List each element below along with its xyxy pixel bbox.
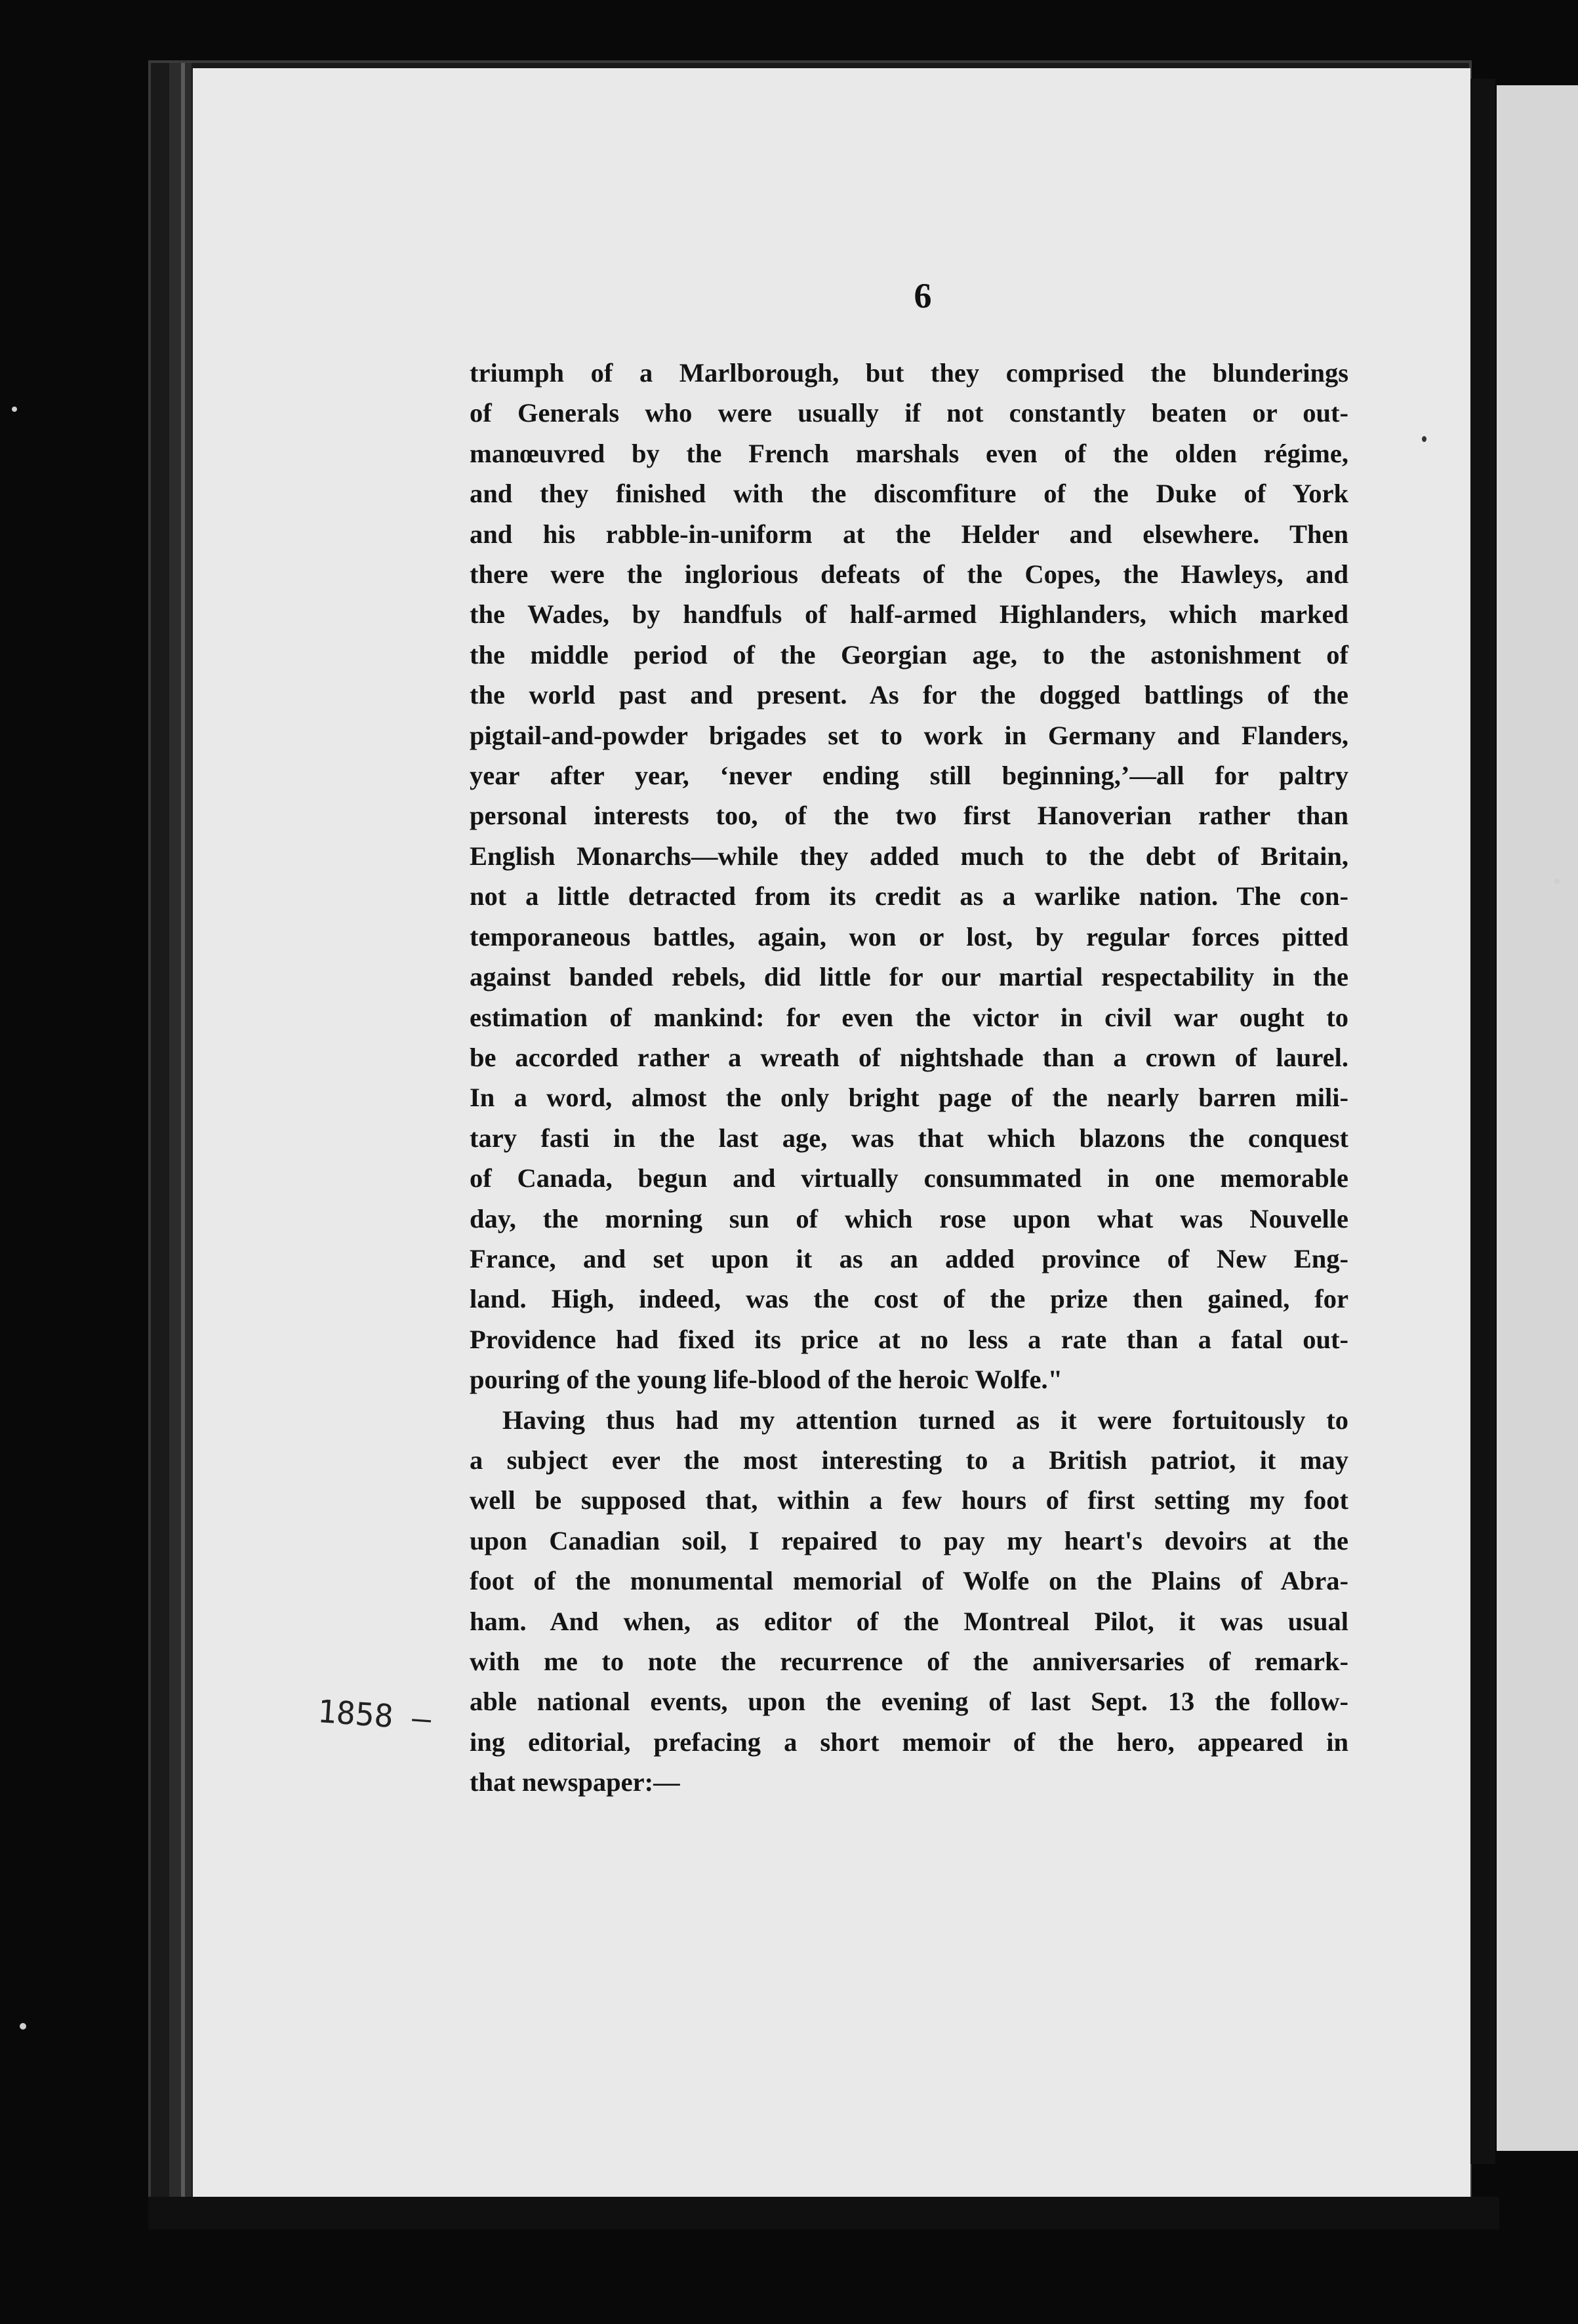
text-line: of Canada, begun and virtually consummated in one memorable (470, 1163, 1348, 1193)
text-line: Providence had fixed its price at no less a rate than a fatal out- (470, 1324, 1348, 1354)
text-line: of Generals who were usually if not constantly beaten or out- (470, 398, 1348, 428)
page-speck (20, 2023, 26, 2030)
text-line: estimation of mankind: for even the victor in civil war ought to (470, 1002, 1348, 1032)
text-line: the Wades, by handfuls of half-armed Highlanders, which marked (470, 599, 1348, 630)
text-line: upon Canadian soil, I repaired to pay my heart's devoirs at the (470, 1525, 1348, 1555)
text-line: and his rabble-in-uniform at the Helder and elsewhere. Then (470, 519, 1348, 549)
page-speck (12, 407, 17, 412)
handwritten-margin-note: 1858 — (316, 1693, 433, 1738)
text-line: ham. And when, as editor of the Montreal Pilot, it was usual (470, 1606, 1348, 1636)
body-text (470, 353, 1348, 1803)
text-line: with me to note the recurrence of the anniversaries of remark- (470, 1647, 1348, 1676)
text-line: and they finished with the discomfiture of the Duke of York (470, 479, 1348, 509)
text-line: foot of the monumental memorial of Wolfe on the Plains of Abra- (470, 1566, 1348, 1596)
text-line: able national events, upon the evening of last Sept. 13 the follow- (470, 1687, 1348, 1717)
text-line: manœuvred by the French marshals even of the olden régime, (470, 438, 1348, 468)
facing-page-edge (1497, 85, 1578, 2151)
text-line: personal interests too, of the two first Hanoverian rather than (470, 801, 1348, 831)
text-line: temporaneous battles, again, won or lost, by regular forces pitted (470, 921, 1348, 952)
text-line: France, and set upon it as an added province of New Eng- (470, 1243, 1348, 1273)
bottom-band (148, 2197, 1499, 2230)
binding-line (181, 63, 185, 2214)
page-number: 6 (914, 276, 932, 315)
text-line: English Monarchs—while they added much to the debt of Britain, (470, 841, 1348, 871)
text-line: Having thus had my attention turned as it were fortuitously to (502, 1405, 1348, 1435)
text-line: the middle period of the Georgian age, to the astonishment of (470, 639, 1348, 670)
text-line: day, the morning sun of which rose upon what was Nouvelle (470, 1203, 1348, 1233)
text-line: a subject ever the most interesting to a British patriot, it may (470, 1445, 1348, 1475)
text-line: ing editorial, prefacing a short memoir of the hero, appeared in (470, 1727, 1348, 1757)
text-line: not a little detracted from its credit as a warlike nation. The con- (470, 881, 1348, 912)
text-line: the world past and present. As for the dogged battlings of the (470, 680, 1348, 710)
text-line: be accorded rather a wreath of nightshade than a crown of laurel. (470, 1042, 1348, 1072)
text-line: pigtail-and-powder brigades set to work in Germany and Flanders, (470, 720, 1348, 750)
text-line: there were the inglorious defeats of the Copes, the Hawleys, and (470, 559, 1348, 590)
page-speck (1422, 436, 1426, 442)
text-line: well be supposed that, within a few hours of first setting my foot (470, 1485, 1348, 1515)
page-shadow (169, 63, 192, 2214)
text-line: land. High, indeed, was the cost of the prize then gained, for (470, 1284, 1348, 1314)
page-gutter (1469, 79, 1495, 2164)
text-line: against banded rebels, did little for our martial respectability in the (470, 962, 1348, 992)
text-line: tary fasti in the last age, was that which blazons the conquest (470, 1123, 1348, 1153)
text-line: In a word, almost the only bright page of the nearly barren mili- (470, 1083, 1348, 1113)
text-line: pouring of the young life-blood of the heroic Wolfe." (470, 1365, 1063, 1395)
text-line: year after year, ‘never ending still beginning,’—all for paltry (470, 761, 1348, 791)
page-speck (1554, 879, 1560, 884)
text-line: triumph of a Marlborough, but they comprised the blunderings (470, 358, 1348, 388)
text-line: that newspaper:— (470, 1767, 680, 1797)
